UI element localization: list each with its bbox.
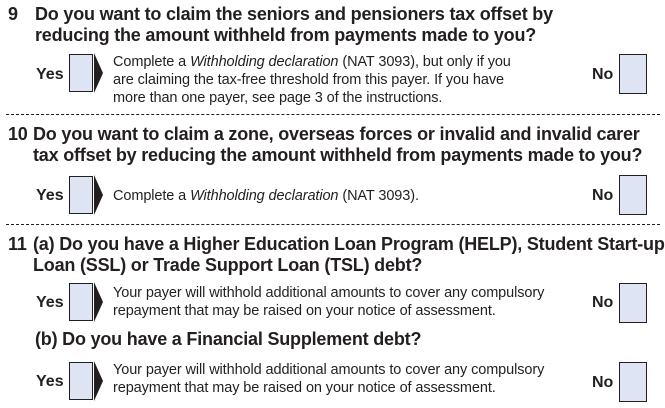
instruction-line3: more than one payer, see page 3 of the instructions. [113,90,443,106]
instruction-line2: are claiming the tax-free threshold from this payer. If you have [113,72,504,88]
q9-yes-checkbox[interactable] [69,54,93,92]
question-text-line2: reducing the amount withheld from payments made to you? [35,25,537,45]
question-text-line1: Do you want to claim the seniors and pensioners tax offset by [35,4,553,24]
question-text-line2: tax offset by reducing the amount withheld from payments made to you? [33,145,643,165]
yes-label: Yes [36,66,64,83]
pointer-arrow-icon [94,175,103,215]
yes-label: Yes [36,294,64,311]
q10-yes-checkbox[interactable] [69,176,93,214]
no-label: No [592,374,614,391]
section-divider [6,224,660,225]
q10-instruction: Complete a Withholding declaration (NAT 3093). [113,188,419,204]
question-number: 11 [8,234,27,254]
instruction-line1: Complete a Withholding declaration (NAT 3093), but only if you [113,54,511,70]
no-label: No [592,187,614,204]
q11a-instruction [113,284,544,320]
question-text-line2: Loan (SSL) or Trade Support Loan (TSL) debt? [33,255,423,275]
question-10-heading [8,124,642,166]
q11b-instruction [113,361,544,397]
q11b-no-checkbox[interactable] [619,362,647,402]
q10-no-checkbox[interactable] [619,175,647,215]
q9-no-checkbox[interactable] [619,54,647,94]
question-11b-heading [35,329,421,350]
question-number: 9 [8,4,18,24]
yes-label: Yes [36,187,64,204]
no-label: No [592,294,614,311]
yes-label: Yes [36,373,64,390]
q11a-yes-checkbox[interactable] [69,283,93,321]
form-name: Withholding declaration [190,188,339,204]
question-text-line1: Do you want to claim a zone, overseas forces or invalid and invalid carer [33,124,640,144]
pointer-arrow-icon [94,53,103,93]
instruction-line1: Your payer will withhold additional amounts to cover any compulsory [113,285,545,301]
section-divider [6,114,660,115]
no-label: No [592,66,614,83]
q11a-no-checkbox[interactable] [619,283,647,323]
instruction-line2: repayment that may be raised on your notice of assessment. [113,303,496,319]
instruction-line2: repayment that may be raised on your notice of assessment. [113,380,496,396]
question-text-line1: (a) Do you have a Higher Education Loan Program (HELP), Student Start-up [33,234,665,254]
q9-instruction [113,53,511,107]
instruction-line1: Your payer will withhold additional amounts to cover any compulsory [113,362,545,378]
q11b-yes-checkbox[interactable] [69,362,93,400]
question-11-heading [8,234,665,276]
pointer-arrow-icon [94,361,103,401]
pointer-arrow-icon [94,282,103,322]
question-number: 10 [8,124,28,144]
question-text: (b) Do you have a Financial Supplement debt? [35,329,422,349]
question-9-heading [8,4,553,46]
form-name: Withholding declaration [190,54,339,70]
